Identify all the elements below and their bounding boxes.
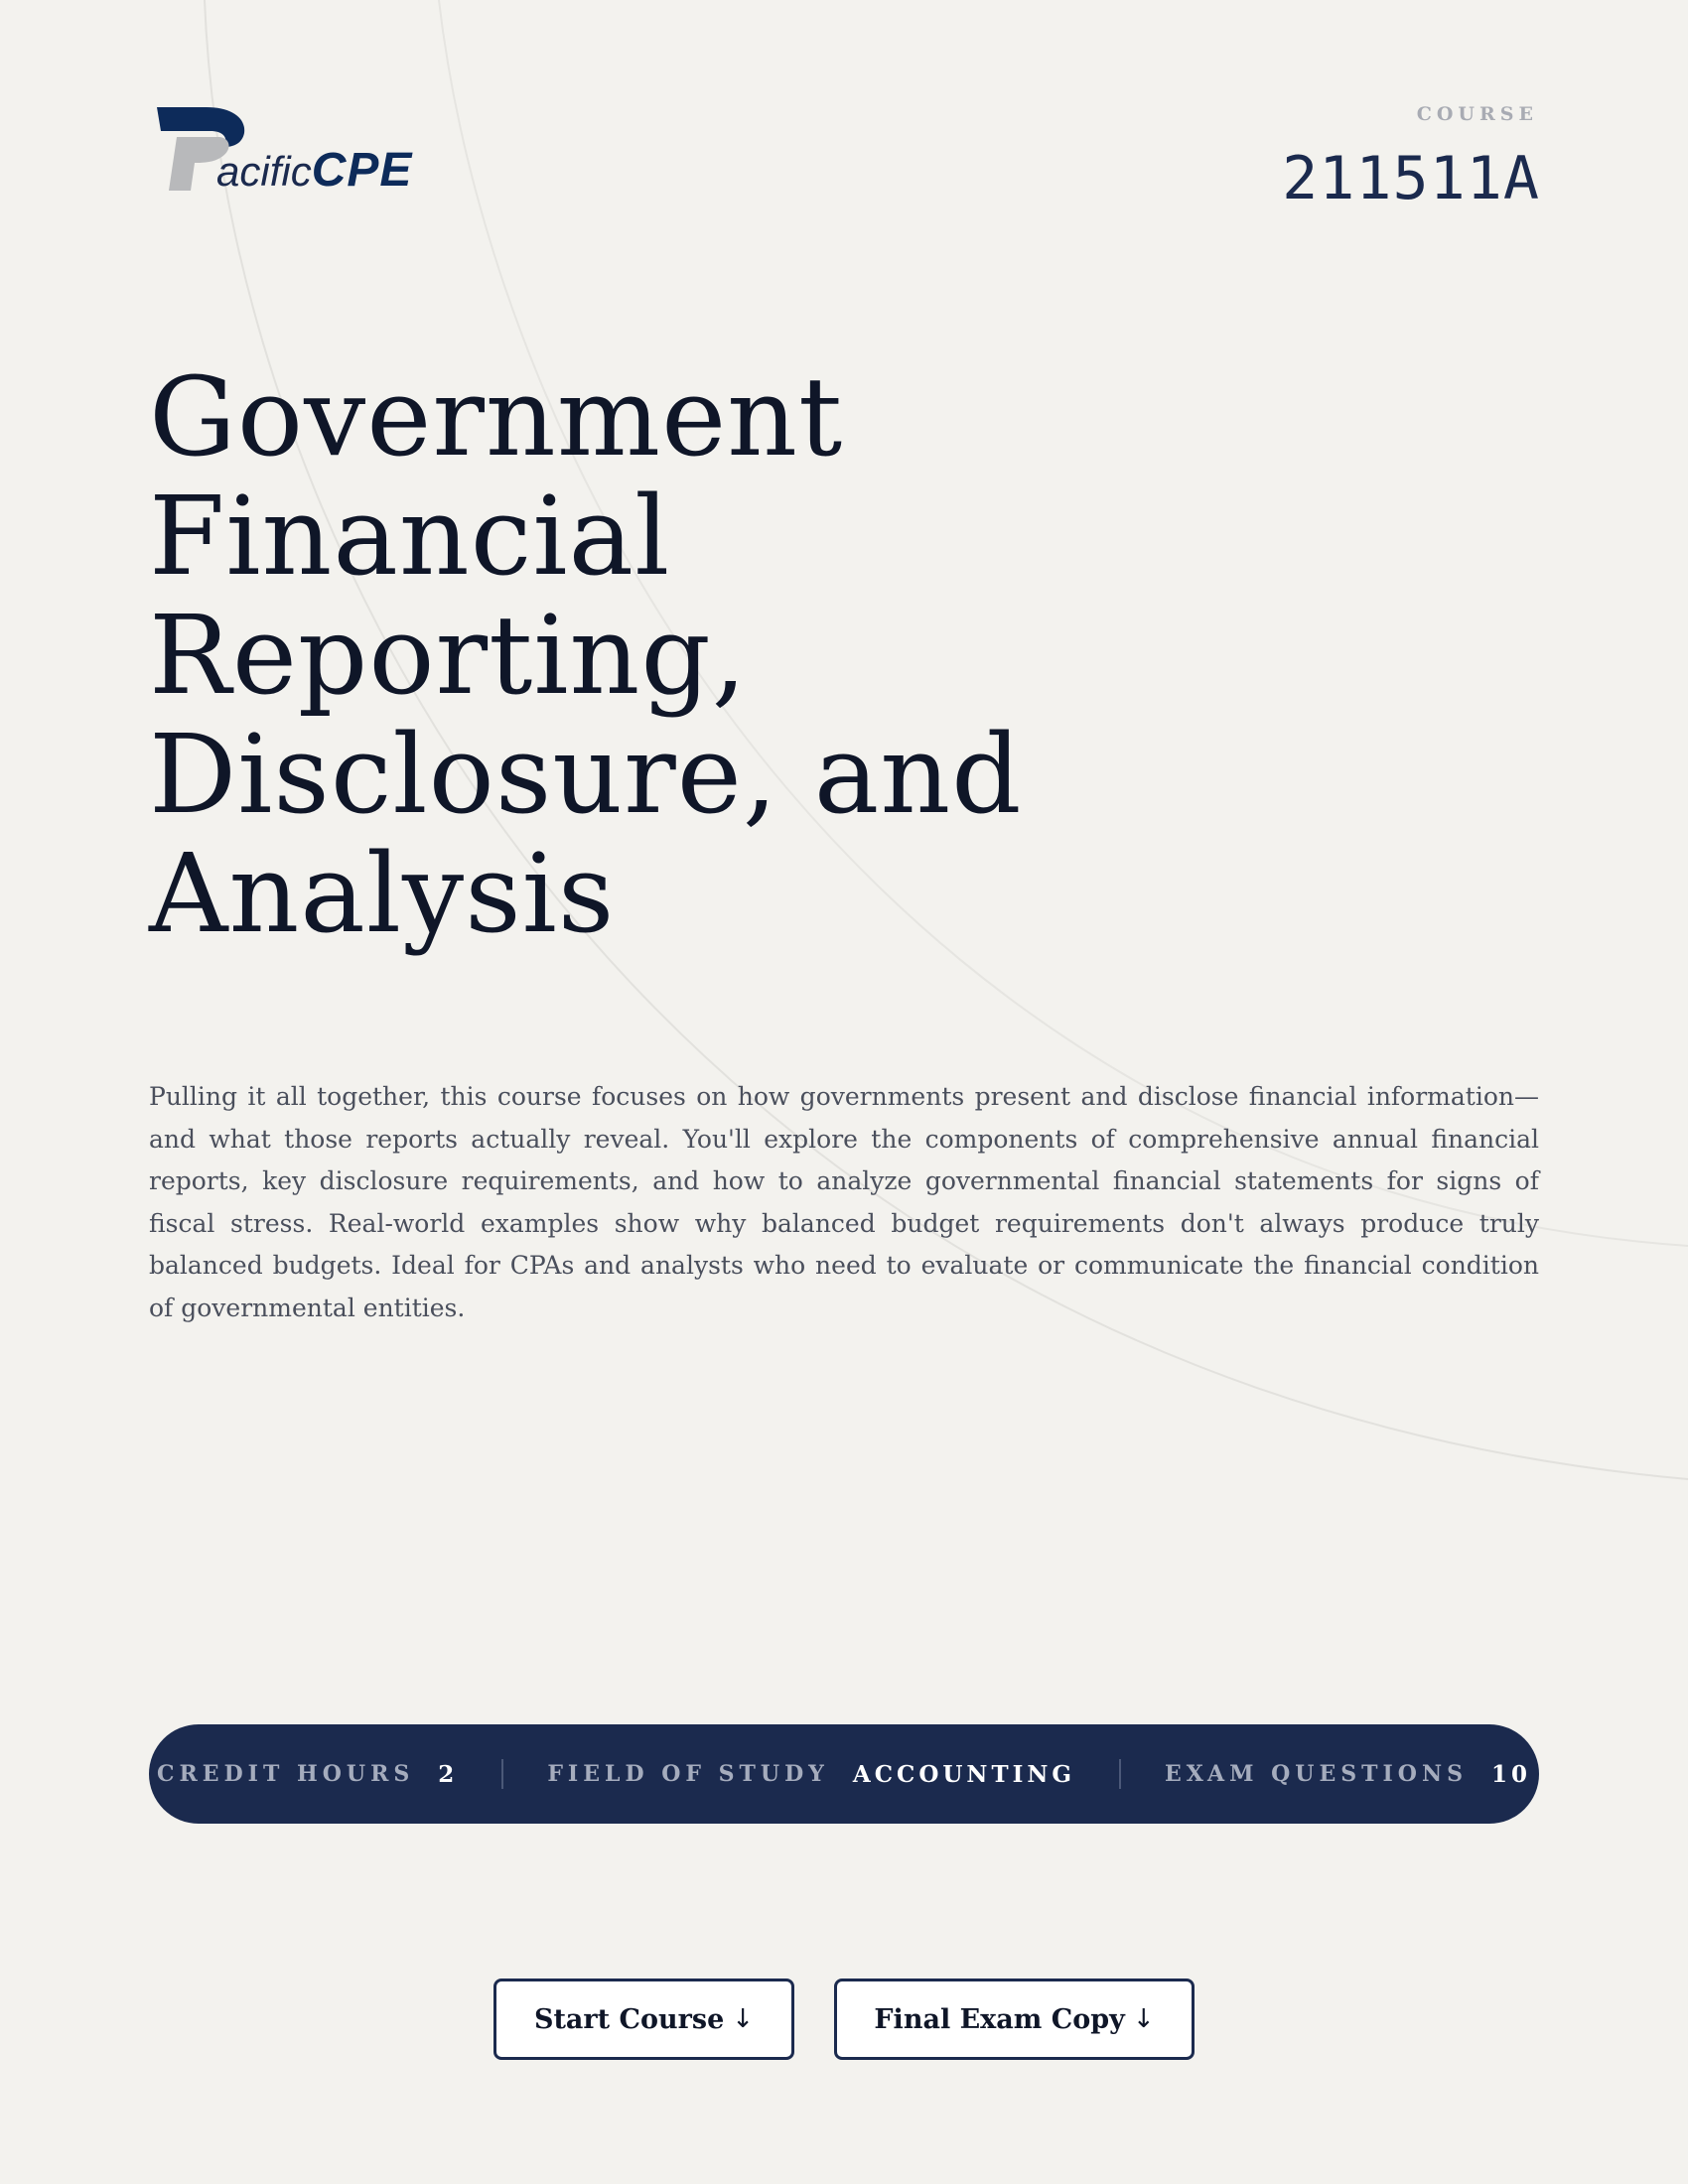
course-title-line: Disclosure, and: [149, 711, 1023, 838]
start-course-label: Start Course: [533, 2003, 725, 2035]
final-exam-copy-label: Final Exam Copy: [874, 2003, 1125, 2035]
course-title-line: Financial: [149, 473, 671, 600]
course-label: COURSE: [1416, 103, 1538, 125]
course-title: [149, 353, 1340, 957]
stat-value: ACCOUNTING: [852, 1760, 1075, 1788]
stat-label: CREDIT HOURS: [157, 1761, 415, 1787]
course-number: 211511A: [1282, 144, 1540, 213]
stat-field-of-study: [547, 1761, 1075, 1788]
arrow-down-icon: ↓: [1132, 2004, 1155, 2034]
course-stats-bar: [149, 1724, 1539, 1824]
course-description: Pulling it all together, this course focuses on how governments present and disclose financial information—and what those reports actually reveal. You'll explore the components of comprehensive annual financial reports, key disclosure requirements, and how to analyze governmental financial statements for signs of fiscal stress. Real-world examples show why balanced budget requirements don't always produce truly balanced budgets. Ideal for CPAs and analysts who need to evaluate or communicate the financial condition of governmental entities.: [149, 1082, 1539, 1322]
stat-divider: [501, 1759, 503, 1789]
arrow-down-icon: ↓: [732, 2004, 755, 2034]
final-exam-copy-button[interactable]: [834, 1979, 1195, 2060]
stat-label: FIELD OF STUDY: [547, 1761, 829, 1787]
logo-text-pacific: acific: [216, 148, 312, 195]
stat-label: EXAM QUESTIONS: [1165, 1761, 1468, 1787]
logo-text-cpe: CPE: [311, 144, 413, 197]
stat-credit-hours: [157, 1761, 458, 1788]
start-course-button[interactable]: [493, 1979, 794, 2060]
course-title-line: Analysis: [149, 830, 616, 957]
stat-value: 2: [438, 1760, 459, 1788]
course-title-line: Reporting,: [149, 592, 748, 719]
stat-value: 10: [1490, 1760, 1531, 1788]
pacific-cpe-logo[interactable]: [149, 103, 413, 203]
stat-divider: [1119, 1759, 1121, 1789]
action-buttons: [0, 1979, 1688, 2060]
logo-wordmark: [216, 144, 413, 197]
stat-exam-questions: [1165, 1761, 1531, 1788]
course-title-line: Government: [149, 353, 844, 480]
